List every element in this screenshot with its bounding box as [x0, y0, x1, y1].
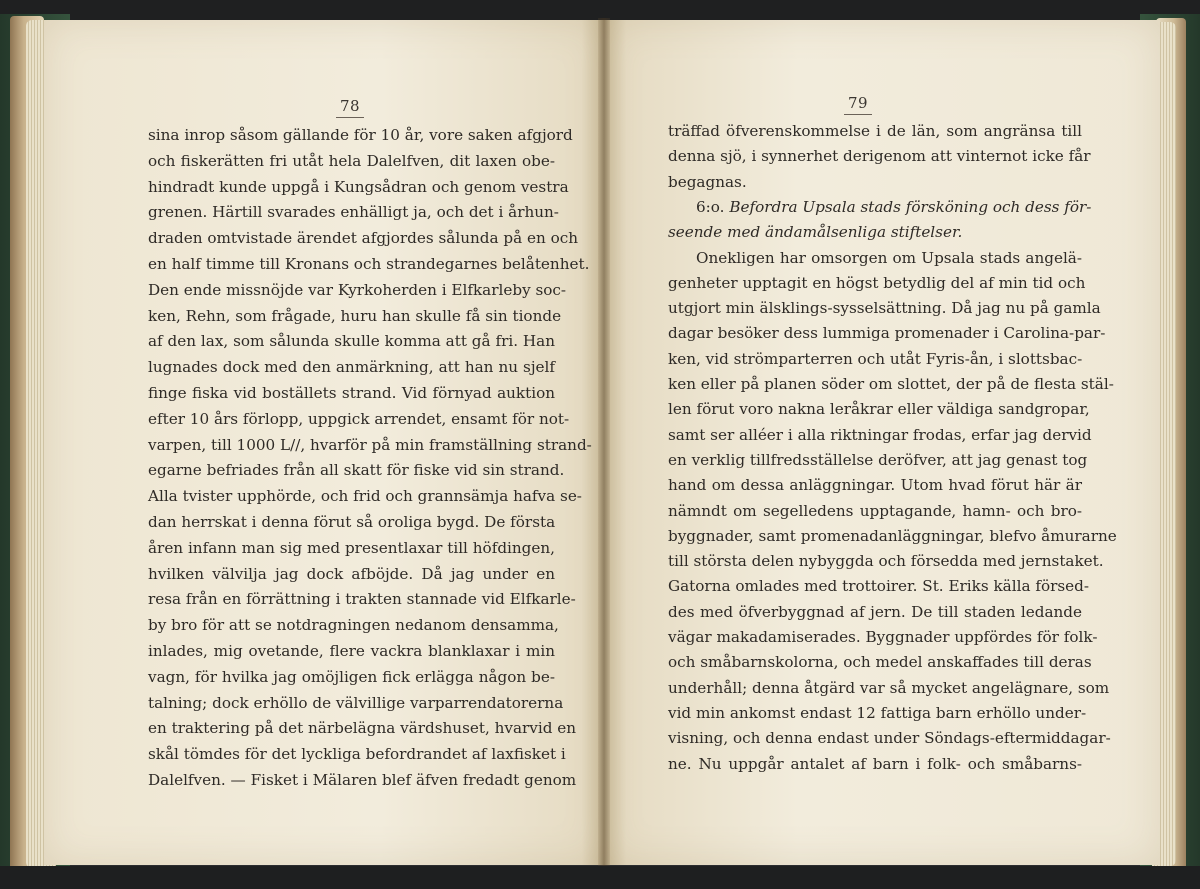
text-line: åren infann man sig med presentlaxar till höfdingen,: [148, 538, 555, 557]
text-line: dan herrskat i denna förut så oroliga bygd. De första: [148, 513, 556, 531]
text-line: till största delen nybyggda och försedda med jernstaket.: [668, 552, 1104, 571]
text-line: begagnas.: [668, 172, 747, 191]
text-line: varpen, till 1000 L//, hvarför på min framställning strand-: [148, 435, 592, 454]
text-line: dagar besöker dess lummiga promenader i Carolina-par-: [668, 324, 1106, 343]
text-line: draden omtvistade ärendet afgjordes sålunda på en och: [148, 229, 579, 248]
text-line: egarne befriades från all skatt för fiske vid sin strand.: [148, 461, 565, 480]
text-line: hvilken välvilja jag dock afböjde. Då jag under en: [148, 564, 555, 583]
text-line: ken, Rehn, som frågade, huru han skulle få sin tionde: [148, 306, 562, 325]
scan-background-bottom: [0, 866, 1200, 889]
text-line: en half timme till Kronans och strandegarnes belåtenhet.: [148, 255, 590, 273]
text-line: af den lax, som sålunda skulle komma att gå fri. Han: [148, 332, 555, 351]
text-line: Gatorna omlades med trottoirer. St. Eriks källa försed-: [668, 577, 1089, 596]
text-line: ken eller på planen söder om slottet, der på de flesta stäl-: [668, 375, 1114, 393]
text-line: efter 10 års förlopp, uppgick arrendet, ensamt för not-: [148, 409, 570, 428]
text-line: träffad öfverenskommelse i de län, som angränsa till: [668, 122, 1082, 140]
text-line: och småbarnskolorna, och medel anskaffades till deras: [668, 653, 1092, 672]
text-line: lugnades dock med den anmärkning, att han nu sjelf: [148, 358, 555, 377]
text-line: underhåll; denna åtgärd var så mycket angelägnare, som: [668, 678, 1110, 697]
book-gutter: [598, 18, 610, 868]
text-line: en traktering på det närbelägna värdshuset, hvarvid en: [148, 719, 577, 738]
text-line: sina inrop såsom gällande för 10 år, vore saken afgjord: [148, 126, 573, 144]
text-line: vid min ankomst endast 12 fattiga barn erhöllo under-: [668, 703, 1087, 722]
right-page: [604, 20, 1160, 865]
text-line: Onekligen har omsorgen om Upsala stads angelä-: [696, 248, 1082, 267]
text-line: ne. Nu uppgår antalet af barn i folk- och småbarns-: [668, 754, 1082, 773]
text-line: resa från en förrättning i trakten stannade vid Elfkarle-: [148, 590, 576, 609]
text-line: [668, 197, 1092, 217]
page-number: 79: [848, 94, 869, 112]
text-line: Dalelfven. — Fisket i Mälaren blef äfven fredadt genom: [148, 771, 577, 789]
text-line: genheter upptagit en högst betydlig del af min tid och: [668, 273, 1086, 292]
text-line: talning; dock erhöllo de välvillige varparrendatorerna: [148, 693, 564, 712]
text-line: seende med ändamålsenliga stiftelser.: [668, 223, 963, 242]
text-line: len förut voro nakna leråkrar eller väldiga sandgropar,: [668, 400, 1090, 419]
text-line: by bro för att se notdragningen nedanom densamma,: [148, 616, 559, 635]
text-line: ken, vid strömparterren och utåt Fyris-ån, i slottsbac-: [668, 349, 1083, 368]
text-line: skål tömdes för det lyckliga befordrandet af laxfisket i: [148, 745, 566, 764]
text-line: en verklig tillfredsställelse deröfver, att jag genast tog: [668, 450, 1088, 469]
section-number: 6:o.: [696, 197, 730, 216]
text-line: denna sjö, i synnerhet derigenom att vinternot icke får: [668, 147, 1091, 166]
text-line: hindradt kunde uppgå i Kungsådran och genom vestra: [148, 177, 569, 196]
text-line: nämndt om segelledens upptagande, hamn- och bro-: [668, 501, 1082, 520]
text-line: utgjort min älsklings-sysselsättning. Då jag nu på gamla: [668, 299, 1101, 318]
section-heading: Befordra Upsala stads försköning och dess för-: [729, 197, 1092, 216]
text-line: Alla tvister upphörde, och frid och grannsämja hafva se-: [148, 487, 582, 506]
text-line: finge fiska vid boställets strand. Vid förnyad auktion: [148, 384, 555, 402]
text-line: Den ende missnöjde var Kyrkoherden i Elfkarleby soc-: [148, 280, 567, 299]
text-line: grenen. Härtill svarades enhälligt ja, och det i århun-: [148, 203, 559, 222]
text-line: des med öfverbyggnad af jern. De till staden ledande: [668, 602, 1082, 621]
text-line: och fiskerätten fri utåt hela Dalelfven, dit laxen obe-: [148, 151, 555, 170]
text-line: vagn, för hvilka jag omöjligen fick erlägga någon be-: [148, 667, 555, 686]
page-number: 78: [340, 97, 361, 115]
text-line: inlades, mig ovetande, flere vackra blanklaxar i min: [148, 642, 555, 660]
text-line: samt ser alléer i alla riktningar frodas, erfar jag dervid: [668, 425, 1092, 444]
text-line: visning, och denna endast under Söndags-eftermiddagar-: [668, 729, 1111, 748]
text-line: hand om dessa anläggningar. Utom hvad förut här är: [668, 476, 1082, 495]
text-line: byggnader, samt promenadanläggningar, blefvo åmurarne: [668, 526, 1117, 545]
left-page: [44, 20, 604, 865]
text-line: vägar makadamiserades. Byggnader uppfördes för folk-: [668, 628, 1098, 646]
